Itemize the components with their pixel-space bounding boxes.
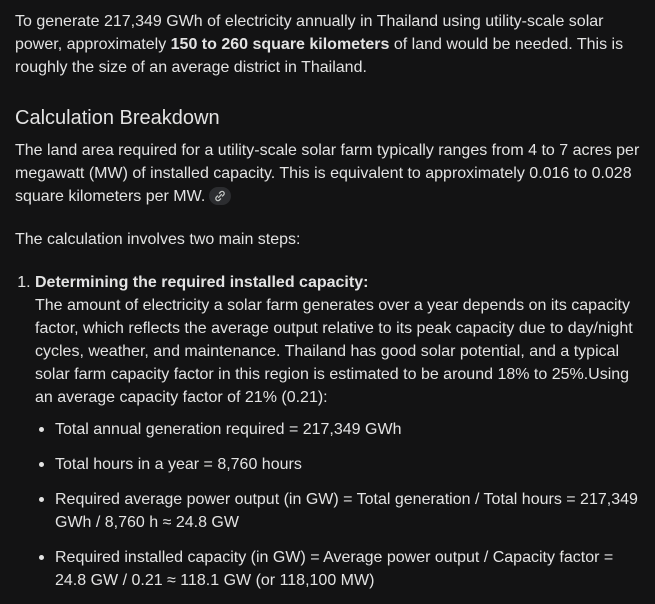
intro-highlight: 150 to 260 square kilometers (170, 36, 390, 53)
step-body: The amount of electricity a solar farm generates over a year depends on its capacity factor, which reflects the average output relative to its peak capacity due to day/night cycles, weather, and maintenance. Thailand has good solar potential, and a typical solar farm capacity factor in this region is estimated to be around 18% to 25%.Using an average capacity factor of 21% (0.21): (35, 297, 633, 406)
intro-text-after: of land would be needed. This is roughly the size of an average district in Thailand. (15, 36, 624, 76)
intro-text-before: To generate 217,349 GWh of electricity annually in Thailand using utility-scale solar power, approximately (15, 13, 604, 53)
response-content (15, 10, 640, 604)
section-heading: Calculation Breakdown (15, 107, 220, 129)
bullet-item: Total annual generation required = 217,349 GWh (55, 418, 640, 441)
intro-paragraph (15, 10, 640, 79)
source-link-chip[interactable] (209, 187, 231, 205)
bullet-item: Required installed capacity (in GW) = Average power output / Capacity factor = 24.8 GW / 0.21 ≈ 118.1 GW (or 118,100 MW) (55, 546, 640, 592)
step-item (35, 271, 640, 592)
step-bullets (35, 418, 640, 592)
land-area-paragraph (15, 139, 640, 208)
bullet-item: Required average power output (in GW) = Total generation / Total hours = 217,349 GWh / 8,760 h ≈ 24.8 GW (55, 488, 640, 534)
bullet-item: Total hours in a year = 8,760 hours (55, 453, 640, 476)
link-icon (214, 190, 226, 202)
land-area-text: The land area required for a utility-scale solar farm typically ranges from 4 to 7 acres per megawatt (MW) of installed capacity. This is equivalent to approximately 0.016 to 0.028 square kilometers per MW. (15, 142, 640, 205)
steps-intro: The calculation involves two main steps: (15, 231, 301, 248)
step-title: Determining the required installed capacity: (35, 274, 369, 291)
steps-list (15, 271, 640, 592)
